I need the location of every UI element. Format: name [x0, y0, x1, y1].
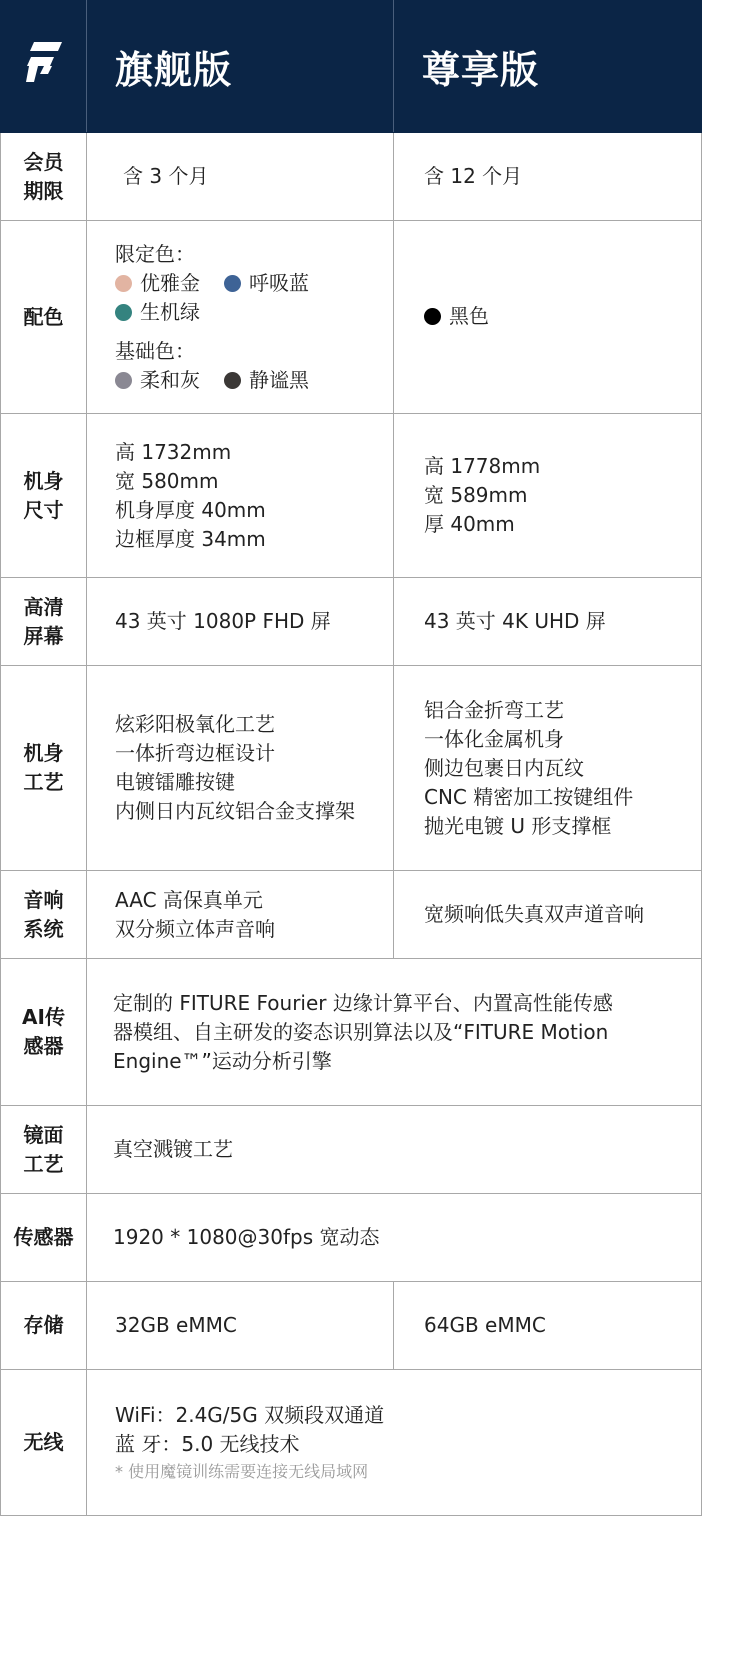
flagship-value: AAC 高保真单元 双分频立体声音响	[87, 871, 394, 959]
premium-value: 铝合金折弯工艺 一体化金属机身 侧边包裹日内瓦纹 CNC 精密加工按键组件 抛光电镀 U 形支撑框	[394, 666, 702, 871]
row-label: AI传 感器	[1, 959, 87, 1106]
color-dot-icon	[115, 304, 132, 321]
row-label: 音响 系统	[1, 871, 87, 959]
row-audio	[1, 871, 702, 959]
color-swatch: 生机绿	[115, 298, 200, 327]
row-label: 存储	[1, 1282, 87, 1370]
color-swatch: 静谧黑	[224, 366, 309, 395]
color-dot-icon	[115, 275, 132, 292]
row-screen	[1, 578, 702, 666]
row-membership	[1, 133, 702, 221]
row-craft	[1, 666, 702, 871]
premium-value: 高 1778mm 宽 589mm 厚 40mm	[394, 414, 702, 578]
brand-logo-cell	[1, 1, 87, 133]
row-label: 机身 工艺	[1, 666, 87, 871]
premium-value: 含 12 个月	[394, 133, 702, 221]
premium-value: 64GB eMMC	[394, 1282, 702, 1370]
premium-value: 43 英寸 4K UHD 屏	[394, 578, 702, 666]
flagship-value: 高 1732mm 宽 580mm 机身厚度 40mm 边框厚度 34mm	[87, 414, 394, 578]
flagship-value: 炫彩阳极氧化工艺 一体折弯边框设计 电镀镭雕按键 内侧日内瓦纹铝合金支撑架	[87, 666, 394, 871]
color-dot-icon	[115, 372, 132, 389]
row-label: 镜面 工艺	[1, 1106, 87, 1194]
row-mirror	[1, 1106, 702, 1194]
row-label: 无线	[1, 1370, 87, 1516]
flagship-colors	[87, 221, 394, 414]
row-label: 高清 屏幕	[1, 578, 87, 666]
shared-value: WiFi：2.4G/5G 双频段双通道 蓝 牙：5.0 无线技术 * 使用魔镜训练需要连接无线局域网	[87, 1370, 702, 1516]
row-label: 机身 尺寸	[1, 414, 87, 578]
row-label: 会员 期限	[1, 133, 87, 221]
color-dot-icon	[224, 275, 241, 292]
basic-colors-title: 基础色：	[115, 338, 195, 363]
flagship-value: 43 英寸 1080P FHD 屏	[87, 578, 394, 666]
color-swatch: 柔和灰	[115, 366, 200, 395]
edition-flagship-title: 旗舰版	[87, 1, 394, 133]
fiture-logo-icon	[26, 42, 62, 82]
wireless-note: * 使用魔镜训练需要连接无线局域网	[115, 1461, 369, 1481]
row-wireless	[1, 1370, 702, 1516]
row-storage	[1, 1282, 702, 1370]
color-dot-icon	[224, 372, 241, 389]
shared-value: 1920 * 1080@30fps 宽动态	[87, 1194, 702, 1282]
flagship-value: 32GB eMMC	[87, 1282, 394, 1370]
row-size	[1, 414, 702, 578]
color-swatch: 呼吸蓝	[224, 269, 309, 298]
header-row	[1, 1, 702, 133]
row-label: 传感器	[1, 1194, 87, 1282]
color-dot-icon	[424, 308, 441, 325]
row-ai-sensor	[1, 959, 702, 1106]
row-label: 配色	[1, 221, 87, 414]
color-swatch: 黑色	[424, 302, 489, 331]
premium-colors	[394, 221, 702, 414]
shared-value: 定制的 FITURE Fourier 边缘计算平台、内置高性能传感 器模组、自主研发的姿态识别算法以及“FITURE Motion Engine™”运动分析引擎	[87, 959, 702, 1106]
edition-premium-title: 尊享版	[394, 1, 702, 133]
premium-value: 宽频响低失真双声道音响	[394, 871, 702, 959]
row-color	[1, 221, 702, 414]
limited-colors-title: 限定色：	[115, 241, 195, 266]
color-swatch: 优雅金	[115, 269, 200, 298]
shared-value: 真空溅镀工艺	[87, 1106, 702, 1194]
flagship-value: 含 3 个月	[87, 133, 394, 221]
row-sensor	[1, 1194, 702, 1282]
